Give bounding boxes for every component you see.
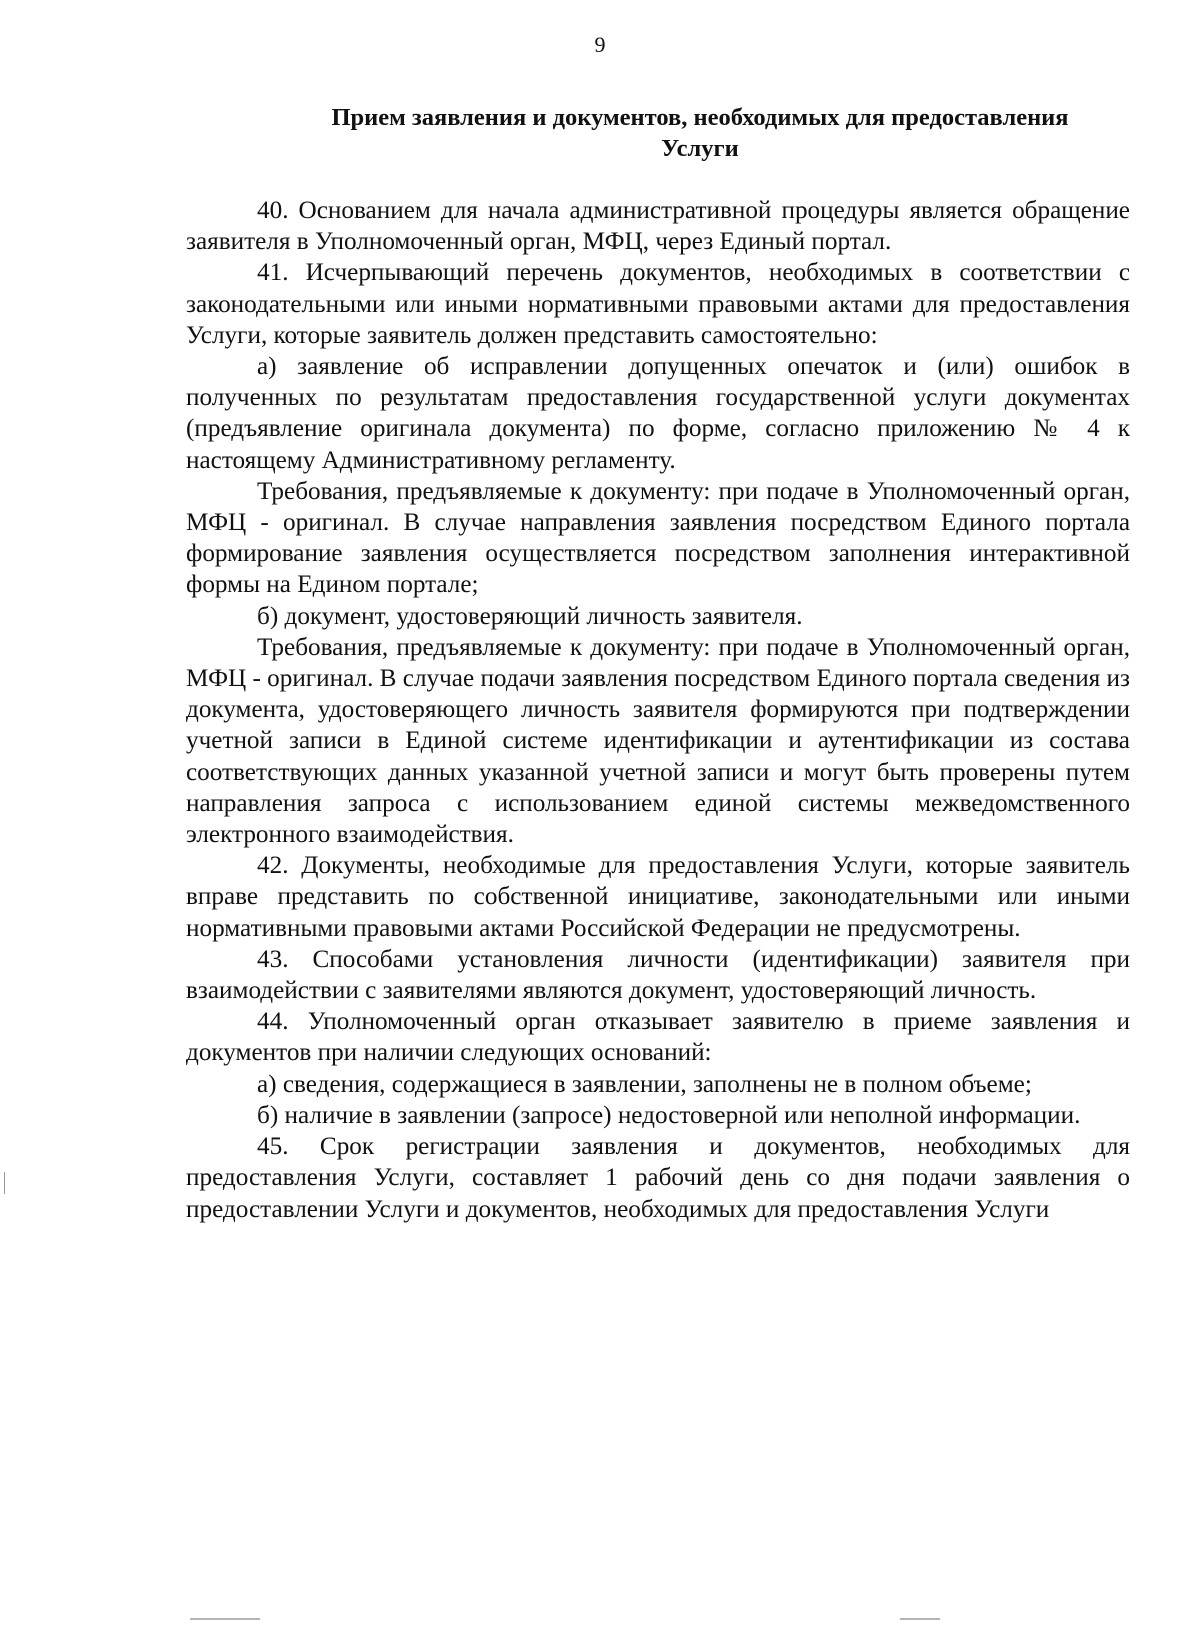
paragraph-44-b: б) наличие в заявлении (запросе) недостоверной или неполной информации. [257, 1101, 1081, 1129]
scan-noise-mark [900, 1618, 940, 1620]
section-title-line-2: Услуги [661, 135, 739, 162]
section-title-line-1: Прием заявления и документов, необходимых для предоставления [331, 104, 1069, 131]
paragraph-44: 44. Уполномоченный орган отказывает заявителю в приеме заявления и документов при наличии следующих оснований: [186, 1008, 1130, 1067]
paragraph-41: 41. Исчерпывающий перечень документов, необходимых в соответствии с законодательными или иными нормативными правовыми актами для предоставления Услуги, которые заявитель должен представить самостоятельно: [186, 259, 1130, 349]
paragraph-42: 42. Документы, необходимые для предоставления Услуги, которые заявитель вправе представить по собственной инициативе, законодательными или иными нормативными правовыми актами Российской Федерации не предусмотрены. [186, 852, 1130, 942]
paragraph-45: 45. Срок регистрации заявления и документов, необходимых для предоставления Услуги, составляет 1 рабочий день со дня подачи заявления о предоставлении Услуги и документов, необходимых для предоставления Услуги [186, 1133, 1130, 1223]
paragraph-41-b: б) документ, удостоверяющий личность заявителя. [257, 602, 803, 630]
paragraph-41-b-requirements: Требования, предъявляемые к документу: при подаче в Уполномоченный орган, МФЦ - оригинал. В случае подачи заявления посредством Единого портала сведения из документа, удостоверяющего личность заявителя формируются при подтверждении учетной записи в Единой системе идентификации и аутентификации из состава соответствующих данных указанной учетной записи и могут быть проверены путем направления запроса с использованием единой системы межведомственного электронного взаимодействия. [186, 633, 1130, 849]
paragraph-43: 43. Способами установления личности (идентификации) заявителя при взаимодействии с заявителями являются документ, удостоверяющий личность. [186, 945, 1130, 1005]
paragraph-41-a-requirements: Требования, предъявляемые к документу: при подаче в Уполномоченный орган, МФЦ - оригинал. В случае направления заявления посредством Единого портала формирование заявления осуществляется посредством заполнения интерактивной формы на Едином портале; [186, 477, 1130, 599]
paragraph-44-a: а) сведения, содержащиеся в заявлении, заполнены не в полном объеме; [257, 1070, 1032, 1098]
section-title [240, 102, 1160, 164]
scan-edge-mark [4, 1172, 5, 1194]
paragraph-40: 40. Основанием для начала административной процедуры является обращение заявителя в Уполномоченный орган, МФЦ, через Единый портал. [186, 197, 1130, 256]
document-body [186, 195, 1130, 1225]
page-number: 9 [594, 32, 606, 57]
paragraph-41-a: а) заявление об исправлении допущенных опечаток и (или) ошибок в полученных по результатам предоставления государственной услуги документах (предъявление оригинала документа) по форме, согласно приложению № 4 к настоящему Административному регламенту. [186, 353, 1130, 474]
scan-noise-mark [190, 1618, 260, 1620]
